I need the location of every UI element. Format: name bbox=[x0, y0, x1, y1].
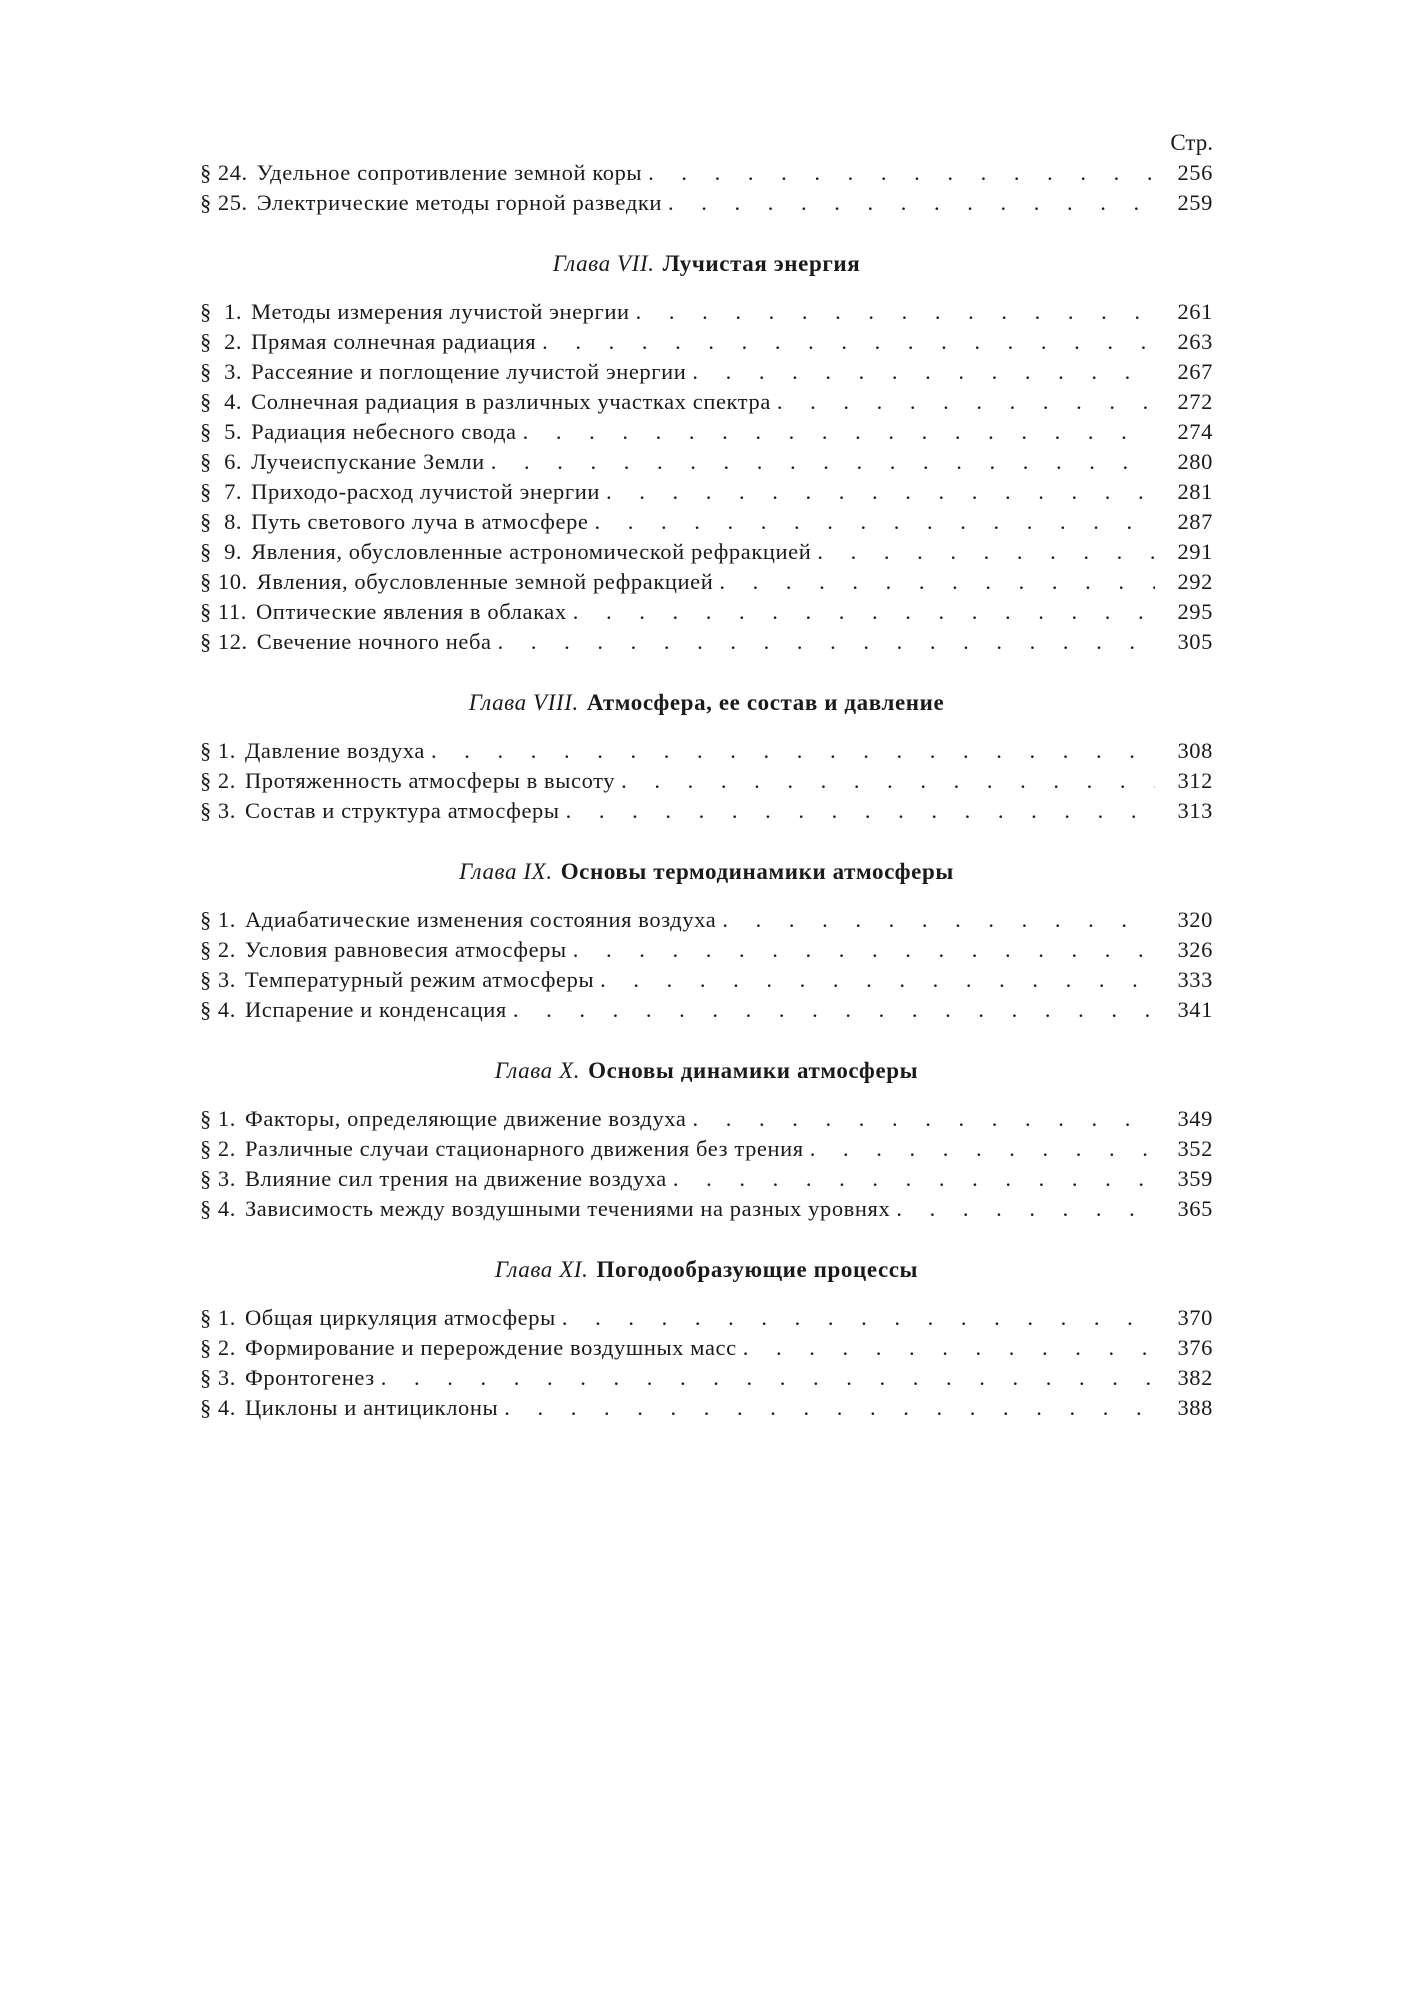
page-number: 280 bbox=[1177, 449, 1213, 474]
section-sign: § bbox=[200, 539, 212, 564]
leader-dots bbox=[668, 188, 1155, 218]
leader-dots bbox=[817, 537, 1155, 567]
toc-entry bbox=[200, 447, 1213, 477]
page-number: 267 bbox=[1177, 359, 1213, 384]
section-title: Давление воздуха bbox=[244, 738, 425, 763]
section-title: Явления, обусловленные земной рефракцией bbox=[256, 569, 714, 594]
section-sign: § bbox=[200, 1166, 212, 1191]
section-number: 1. bbox=[217, 299, 243, 324]
section-title: Формирование и перерождение воздушных масс bbox=[244, 1335, 737, 1360]
toc-entry bbox=[200, 1134, 1213, 1164]
toc-entry bbox=[200, 1303, 1213, 1333]
chapter-label: Глава XI. bbox=[494, 1257, 589, 1282]
section-number: 11. bbox=[217, 599, 247, 624]
chapter-section bbox=[200, 1224, 1213, 1423]
chapter-label: Глава VII. bbox=[552, 251, 655, 276]
chapter-section bbox=[200, 657, 1213, 826]
leader-dots bbox=[523, 417, 1155, 447]
leader-dots bbox=[595, 507, 1155, 537]
section-number: 2. bbox=[217, 768, 236, 793]
page-number: 359 bbox=[1177, 1166, 1213, 1191]
section-title: Состав и структура атмосферы bbox=[244, 798, 560, 823]
leader-dots bbox=[692, 357, 1155, 387]
page-number: 313 bbox=[1177, 798, 1213, 823]
section-title: Адиабатические изменения состояния воздуха bbox=[244, 907, 717, 932]
section-sign: § bbox=[200, 768, 212, 793]
section-number: 4. bbox=[217, 1196, 236, 1221]
section-number: 25. bbox=[217, 190, 248, 215]
section-sign: § bbox=[200, 359, 212, 384]
leader-dots bbox=[810, 1134, 1155, 1164]
section-sign: § bbox=[200, 569, 212, 594]
section-sign: § bbox=[200, 599, 212, 624]
toc-entry bbox=[200, 1194, 1213, 1224]
section-sign: § bbox=[200, 299, 212, 324]
leader-dots bbox=[743, 1333, 1155, 1363]
section-sign: § bbox=[200, 1106, 212, 1131]
toc-entry bbox=[200, 1333, 1213, 1363]
section-number: 9. bbox=[217, 539, 243, 564]
chapter-title: Основы динамики атмосферы bbox=[588, 1058, 919, 1083]
section-title: Солнечная радиация в различных участках спектра bbox=[251, 389, 771, 414]
section-number: 8. bbox=[217, 509, 243, 534]
chapter-heading bbox=[200, 688, 1213, 718]
section-number: 5. bbox=[217, 419, 243, 444]
section-title: Зависимость между воздушными течениями на разных уровнях bbox=[244, 1196, 891, 1221]
leader-dots bbox=[431, 736, 1155, 766]
chapter-section bbox=[200, 1025, 1213, 1224]
leader-dots bbox=[562, 1303, 1155, 1333]
section-title: Температурный режим атмосферы bbox=[244, 967, 595, 992]
leader-dots bbox=[896, 1194, 1155, 1224]
page-number: 349 bbox=[1177, 1106, 1213, 1131]
table-of-contents bbox=[200, 128, 1213, 1423]
page-number: 256 bbox=[1177, 160, 1213, 185]
toc-entry bbox=[200, 935, 1213, 965]
page-number: 259 bbox=[1177, 190, 1213, 215]
leader-dots bbox=[606, 477, 1155, 507]
section-sign: § bbox=[200, 1365, 212, 1390]
section-number: 2. bbox=[217, 1335, 236, 1360]
leader-dots bbox=[498, 627, 1155, 657]
section-number: 2. bbox=[217, 329, 243, 354]
section-number: 7. bbox=[217, 479, 243, 504]
toc-entry bbox=[200, 1393, 1213, 1423]
section-number: 1. bbox=[217, 907, 236, 932]
leader-dots bbox=[542, 327, 1155, 357]
page-number: 326 bbox=[1177, 937, 1213, 962]
section-sign: § bbox=[200, 329, 212, 354]
section-sign: § bbox=[200, 160, 212, 185]
page-number: 272 bbox=[1177, 389, 1213, 414]
toc-entry bbox=[200, 627, 1213, 657]
section-title: Лучеиспускание Земли bbox=[251, 449, 485, 474]
page-number: 388 bbox=[1177, 1395, 1213, 1420]
toc-entry bbox=[200, 158, 1213, 188]
section-title: Явления, обусловленные астрономической рефракцией bbox=[251, 539, 812, 564]
section-sign: § bbox=[200, 1395, 212, 1420]
section-title: Различные случаи стационарного движения без трения bbox=[244, 1136, 804, 1161]
leader-dots bbox=[648, 158, 1155, 188]
toc-entry bbox=[200, 417, 1213, 447]
chapter-label: Глава X. bbox=[494, 1058, 581, 1083]
toc-entry bbox=[200, 995, 1213, 1025]
section-title: Общая циркуляция атмосферы bbox=[244, 1305, 556, 1330]
section-sign: § bbox=[200, 1335, 212, 1360]
toc-entry bbox=[200, 766, 1213, 796]
chapters-list bbox=[200, 218, 1213, 1423]
page-number: 370 bbox=[1177, 1305, 1213, 1330]
section-sign: § bbox=[200, 738, 212, 763]
section-sign: § bbox=[200, 1196, 212, 1221]
section-number: 3. bbox=[217, 1166, 236, 1191]
section-number: 3. bbox=[217, 1365, 236, 1390]
chapter-title: Лучистая энергия bbox=[662, 251, 861, 276]
leader-dots bbox=[513, 995, 1155, 1025]
toc-entry bbox=[200, 188, 1213, 218]
section-title: Путь светового луча в атмосфере bbox=[251, 509, 589, 534]
leader-dots bbox=[722, 905, 1155, 935]
section-title: Испарение и конденсация bbox=[244, 997, 507, 1022]
page-number: 320 bbox=[1177, 907, 1213, 932]
section-number: 3. bbox=[217, 798, 236, 823]
page-number: 308 bbox=[1177, 738, 1213, 763]
page-number: 312 bbox=[1177, 768, 1213, 793]
leader-dots bbox=[491, 447, 1155, 477]
page-number: 352 bbox=[1177, 1136, 1213, 1161]
section-sign: § bbox=[200, 629, 212, 654]
leader-dots bbox=[600, 965, 1155, 995]
section-number: 1. bbox=[217, 738, 236, 763]
toc-entry bbox=[200, 537, 1213, 567]
page-number: 341 bbox=[1177, 997, 1213, 1022]
page-number: 376 bbox=[1177, 1335, 1213, 1360]
leader-dots bbox=[504, 1393, 1155, 1423]
toc-entry bbox=[200, 965, 1213, 995]
page-number: 333 bbox=[1177, 967, 1213, 992]
page-number: 281 bbox=[1177, 479, 1213, 504]
chapter-section bbox=[200, 218, 1213, 657]
section-title: Радиация небесного свода bbox=[251, 419, 517, 444]
section-sign: § bbox=[200, 449, 212, 474]
intro-entries bbox=[200, 158, 1213, 218]
toc-entry bbox=[200, 297, 1213, 327]
chapter-label: Глава VIII. bbox=[468, 690, 579, 715]
section-sign: § bbox=[200, 798, 212, 823]
toc-entry bbox=[200, 1104, 1213, 1134]
toc-entry bbox=[200, 905, 1213, 935]
leader-dots bbox=[777, 387, 1155, 417]
section-title: Влияние сил трения на движение воздуха bbox=[244, 1166, 667, 1191]
section-number: 2. bbox=[217, 937, 236, 962]
section-title: Факторы, определяющие движение воздуха bbox=[244, 1106, 687, 1131]
leader-dots bbox=[673, 1164, 1155, 1194]
chapter-label: Глава IX. bbox=[459, 859, 553, 884]
page-number: 263 bbox=[1177, 329, 1213, 354]
section-sign: § bbox=[200, 419, 212, 444]
section-number: 24. bbox=[217, 160, 248, 185]
page-number: 382 bbox=[1177, 1365, 1213, 1390]
page-number: 274 bbox=[1177, 419, 1213, 444]
section-number: 3. bbox=[217, 359, 243, 384]
chapter-title: Погодообразующие процессы bbox=[596, 1257, 919, 1282]
leader-dots bbox=[381, 1363, 1155, 1393]
toc-entry bbox=[200, 567, 1213, 597]
chapter-heading bbox=[200, 857, 1213, 887]
section-sign: § bbox=[200, 907, 212, 932]
section-title: Удельное сопротивление земной коры bbox=[256, 160, 643, 185]
toc-entry bbox=[200, 327, 1213, 357]
toc-entry bbox=[200, 796, 1213, 826]
toc-entry bbox=[200, 387, 1213, 417]
chapter-heading bbox=[200, 1056, 1213, 1086]
leader-dots bbox=[573, 597, 1155, 627]
toc-entry bbox=[200, 1363, 1213, 1393]
toc-entry bbox=[200, 597, 1213, 627]
section-title: Рассеяние и поглощение лучистой энергии bbox=[251, 359, 687, 384]
section-sign: § bbox=[200, 997, 212, 1022]
section-title: Приходо-расход лучистой энергии bbox=[251, 479, 601, 504]
toc-entry bbox=[200, 477, 1213, 507]
page-number: 305 bbox=[1177, 629, 1213, 654]
chapter-heading bbox=[200, 1255, 1213, 1285]
chapter-title: Атмосфера, ее состав и давление bbox=[586, 690, 945, 715]
section-number: 4. bbox=[217, 389, 243, 414]
section-number: 1. bbox=[217, 1106, 236, 1131]
section-sign: § bbox=[200, 389, 212, 414]
section-title: Электрические методы горной разведки bbox=[256, 190, 663, 215]
section-number: 3. bbox=[217, 967, 236, 992]
leader-dots bbox=[692, 1104, 1155, 1134]
toc-entry bbox=[200, 507, 1213, 537]
section-number: 1. bbox=[217, 1305, 236, 1330]
section-number: 6. bbox=[217, 449, 243, 474]
page-column-label: Стр. bbox=[1170, 130, 1213, 155]
leader-dots bbox=[719, 567, 1155, 597]
section-title: Прямая солнечная радиация bbox=[251, 329, 537, 354]
page-number: 365 bbox=[1177, 1196, 1213, 1221]
section-number: 10. bbox=[217, 569, 248, 594]
chapter-section bbox=[200, 826, 1213, 1025]
page-number: 295 bbox=[1177, 599, 1213, 624]
page-number: 292 bbox=[1177, 569, 1213, 594]
page-number: 261 bbox=[1177, 299, 1213, 324]
section-sign: § bbox=[200, 479, 212, 504]
section-title: Циклоны и антициклоны bbox=[244, 1395, 499, 1420]
page-number: 287 bbox=[1177, 509, 1213, 534]
section-title: Фронтогенез bbox=[244, 1365, 375, 1390]
leader-dots bbox=[573, 935, 1155, 965]
section-title: Условия равновесия атмосферы bbox=[244, 937, 567, 962]
section-number: 4. bbox=[217, 997, 236, 1022]
section-title: Протяженность атмосферы в высоту bbox=[244, 768, 616, 793]
leader-dots bbox=[621, 766, 1155, 796]
section-sign: § bbox=[200, 509, 212, 534]
toc-entry bbox=[200, 1164, 1213, 1194]
leader-dots bbox=[566, 796, 1155, 826]
chapter-title: Основы термодинамики атмосферы bbox=[560, 859, 954, 884]
section-number: 12. bbox=[217, 629, 248, 654]
section-sign: § bbox=[200, 967, 212, 992]
section-number: 4. bbox=[217, 1395, 236, 1420]
section-number: 2. bbox=[217, 1136, 236, 1161]
toc-entry bbox=[200, 357, 1213, 387]
page-number: 291 bbox=[1177, 539, 1213, 564]
section-title: Свечение ночного неба bbox=[256, 629, 492, 654]
section-title: Методы измерения лучистой энергии bbox=[251, 299, 630, 324]
section-sign: § bbox=[200, 1305, 212, 1330]
chapter-heading bbox=[200, 249, 1213, 279]
toc-entry bbox=[200, 736, 1213, 766]
leader-dots bbox=[636, 297, 1155, 327]
section-sign: § bbox=[200, 937, 212, 962]
section-sign: § bbox=[200, 1136, 212, 1161]
section-sign: § bbox=[200, 190, 212, 215]
section-title: Оптические явления в облаках bbox=[255, 599, 567, 624]
